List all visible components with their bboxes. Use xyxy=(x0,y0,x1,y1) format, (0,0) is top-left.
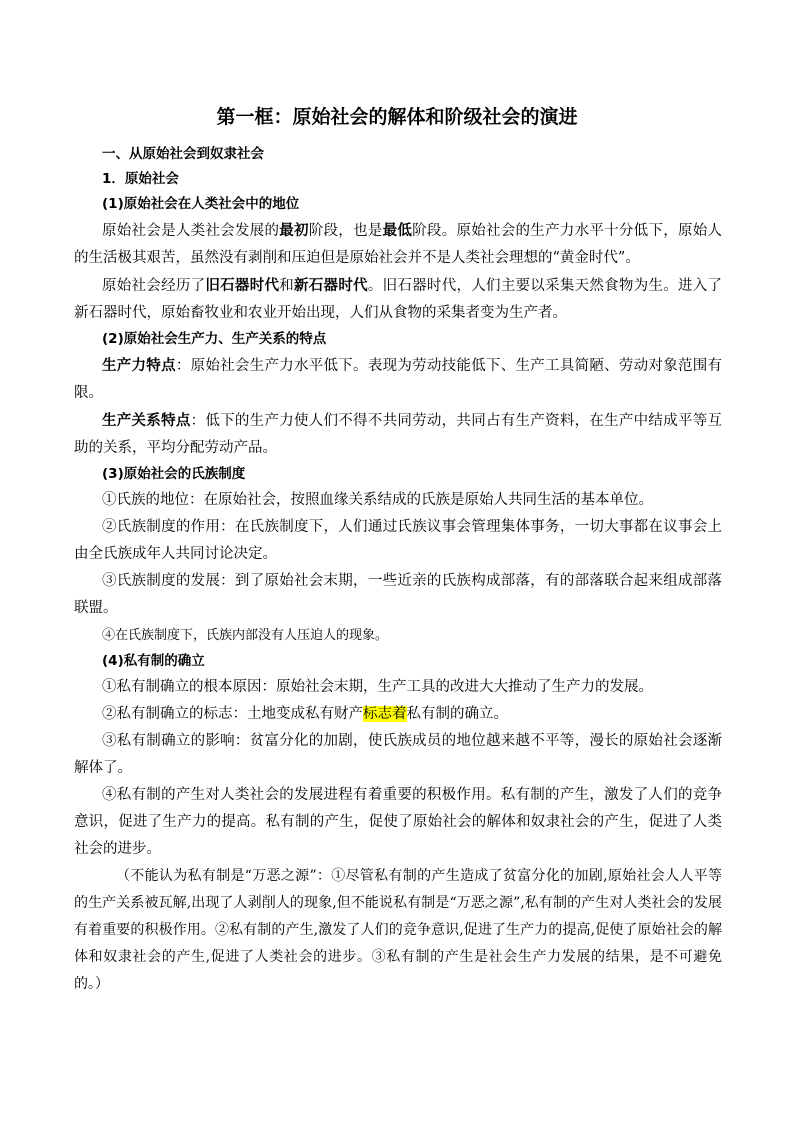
paragraph-root-cause: ①私有制确立的根本原因：原始社会末期，生产工具的改进大大推动了生产力的发展。 xyxy=(102,679,653,695)
paragraph-clan-status: ①氏族的地位：在原始社会，按照血缘关系结成的氏族是原始人共同生活的基本单位。 xyxy=(102,492,653,508)
topic-heading: (1)原始社会在人类社会中的地位 xyxy=(102,196,300,212)
document-body xyxy=(74,142,722,998)
paragraph-productivity: 生产力特点：原始社会生产力水平低下。表现为劳动技能低下、生产工具简陋、劳动对象范围有限。 xyxy=(74,357,722,401)
section-heading: 一、从原始社会到奴隶社会 xyxy=(102,146,264,162)
paragraph-clan-role: ②氏族制度的作用：在氏族制度下，人们通过氏族议事会管理集体事务，一切大事都在议事会上由全氏族成年人共同讨论决定。 xyxy=(74,519,722,562)
paragraph-sign: ②私有制确立的标志：土地变成私有财产标志着私有制的确立。 xyxy=(102,706,508,722)
subsection-heading: 1．原始社会 xyxy=(102,171,179,187)
paragraph-stone-ages: 原始社会经历了旧石器时代和新石器时代。旧石器时代，人们主要以采集天然食物为生。进入了新石器时代，原始畜牧业和农业开始出现，人们从食物的采集者变为生产者。 xyxy=(74,277,723,321)
topic-heading: (3)原始社会的氏族制度 xyxy=(102,466,246,482)
paragraph-clan-no-oppression: ④在氏族制度下，氏族内部没有人压迫人的现象。 xyxy=(102,628,389,643)
paragraph-status: 原始社会是人类社会发展的最初阶段，也是最低阶段。原始社会的生产力水平十分低下，原始人的生活极其艰苦，虽然没有剥削和压迫但是原始社会并不是人类社会理想的“黄金时代”。 xyxy=(74,222,723,266)
paragraph-positive-role: ④私有制的产生对人类社会的发展进程有着重要的积极作用。私有制的产生，激发了人们的竞争意识，促进了生产力的提高。私有制的产生，促使了原始社会的解体和奴隶社会的产生，促进了人类社会的进步。 xyxy=(74,787,722,857)
topic-heading: (4)私有制的确立 xyxy=(102,653,205,669)
page-title: 第一框：原始社会的解体和阶级社会的演进 xyxy=(216,106,578,128)
paragraph-clan-development: ③氏族制度的发展：到了原始社会末期，一些近亲的氏族构成部落，有的部落联合起来组成部落联盟。 xyxy=(74,573,722,616)
paragraph-relations: 生产关系特点：低下的生产力使人们不得不共同劳动，共同占有生产资料，在生产中结成平等互助的关系，平均分配劳动产品。 xyxy=(74,412,722,456)
highlighted-text: 标志着 xyxy=(363,706,407,722)
paragraph-impact: ③私有制确立的影响：贫富分化的加剧，使氏族成员的地位越来越不平等，漫长的原始社会逐渐解体了。 xyxy=(74,733,722,776)
paragraph-note: （不能认为私有制是“万恶之源”：①尽管私有制的产生造成了贫富分化的加剧,原始社会人人平等的生产关系被瓦解,出现了人剥削人的现象,但不能说私有制是“万恶之源”,私有制的产生对人类社会的发展有着重要的积极作用。②私有制的产生,激发了人们的竞争意识,促进了生产力的提高,促使了原始社会的解体和奴隶社会的产生,促进了人类社会的进步。③私有制的产生是社会生产力发展的结果，是不可避免的。） xyxy=(74,868,722,992)
topic-heading: (2)原始社会生产力、生产关系的特点 xyxy=(102,331,327,347)
